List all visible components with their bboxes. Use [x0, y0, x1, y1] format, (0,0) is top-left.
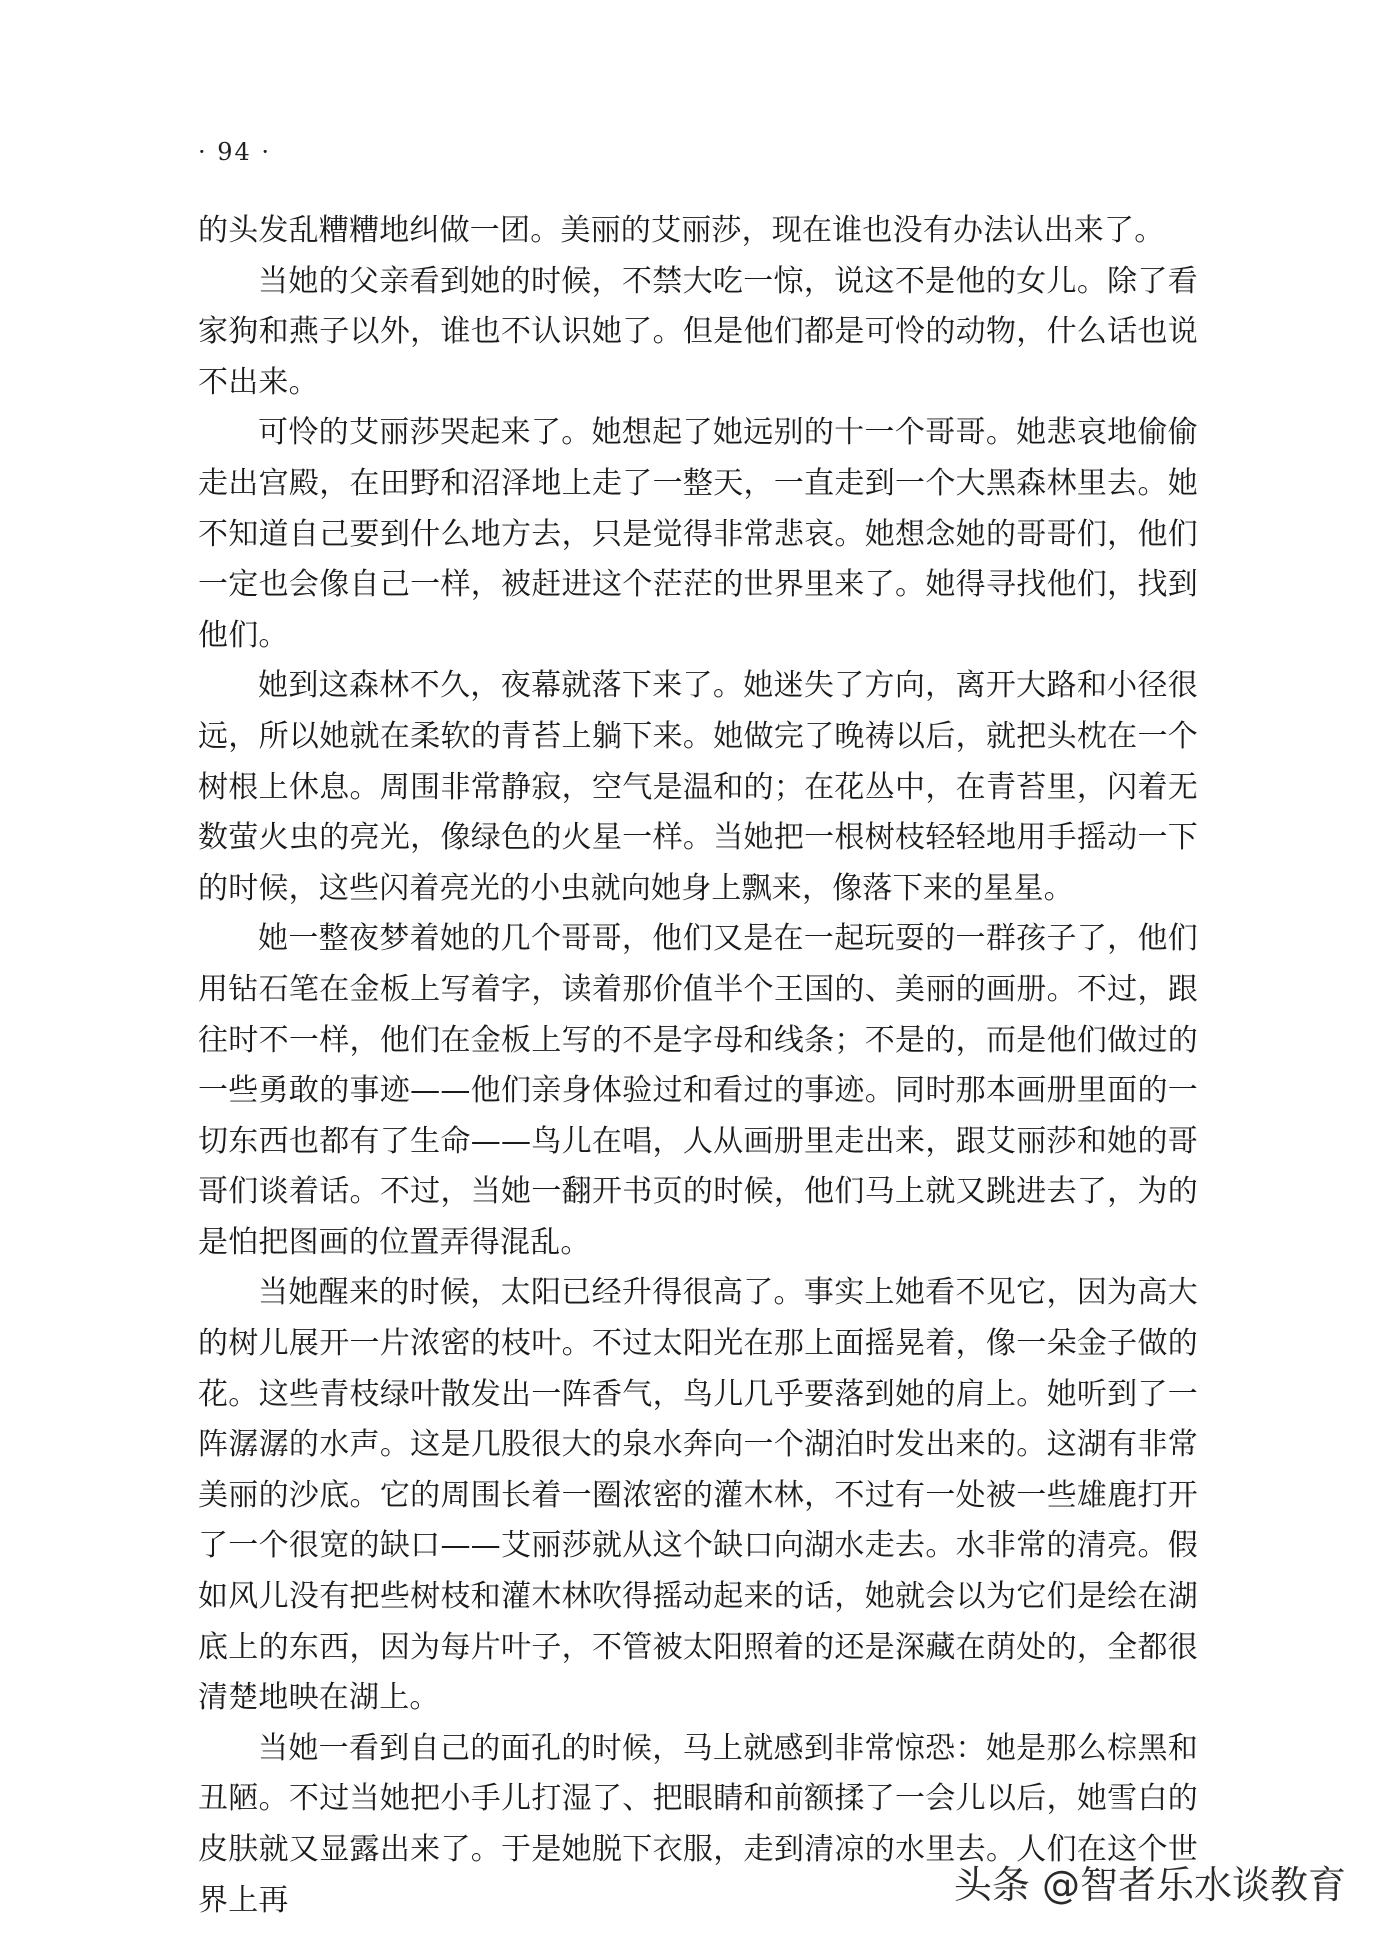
page-number: · 94 ·	[198, 138, 272, 166]
paragraph: 她到这森林不久，夜幕就落下来了。她迷失了方向，离开大路和小径很远，所以她就在柔软的青苔上躺下来。她做完了晚祷以后，就把头枕在一个树根上休息。周围非常静寂，空气是温和的；在花丛中，在青苔里，闪着无数萤火虫的亮光，像绿色的火星一样。当她把一根树枝轻轻地用手摇动一下的时候，这些闪着亮光的小虫就向她身上飘来，像落下来的星星。	[198, 668, 1198, 906]
paragraph: 可怜的艾丽莎哭起来了。她想起了她远别的十一个哥哥。她悲哀地偷偷走出宫殿，在田野和沼泽地上走了一整天，一直走到一个大黑森林里去。她不知道自己要到什么地方去，只是觉得非常悲哀。她想念她的哥哥们，他们一定也会像自己一样，被赶进这个茫茫的世界里来了。她得寻找他们，找到他们。	[198, 415, 1198, 653]
paragraph: 她一整夜梦着她的几个哥哥，他们又是在一起玩耍的一群孩子了，他们用钻石笔在金板上写着字，读着那价值半个王国的、美丽的画册。不过，跟往时不一样，他们在金板上写的不是字母和线条；不是的，而是他们做过的一些勇敢的事迹——他们亲身体验过和看过的事迹。同时那本画册里面的一切东西也都有了生命——鸟儿在唱，人从画册里走出来，跟艾丽莎和她的哥哥们谈着话。不过，当她一翻开书页的时候，他们马上就又跳进去了，为的是怕把图画的位置弄得混乱。	[198, 921, 1198, 1260]
paragraph: 当她的父亲看到她的时候，不禁大吃一惊，说这不是他的女儿。除了看家狗和燕子以外，谁也不认识她了。但是他们都是可怜的动物，什么话也说不出来。	[198, 263, 1198, 400]
paragraph-continuation: 的头发乱糟糟地纠做一团。美丽的艾丽莎，现在谁也没有办法认出来了。	[198, 213, 1165, 248]
body-text	[198, 206, 1198, 1926]
paragraph: 当她醒来的时候，太阳已经升得很高了。事实上她看不见它，因为高大的树儿展开一片浓密的枝叶。不过太阳光在那上面摇晃着，像一朵金子做的花。这些青枝绿叶散发出一阵香气，鸟儿几乎要落到她的肩上。她听到了一阵潺潺的水声。这是几股很大的泉水奔向一个湖泊时发出来的。这湖有非常美丽的沙底。它的周围长着一圈浓密的灌木林，不过有一处被一些雄鹿打开了一个很宽的缺口——艾丽莎就从这个缺口向湖水走去。水非常的清亮。假如风儿没有把些树枝和灌木林吹得摇动起来的话，她就会以为它们是绘在湖底上的东西，因为每片叶子，不管被太阳照着的还是深藏在荫处的，全都很清楚地映在湖上。	[198, 1275, 1198, 1716]
paragraph: 当她一看到自己的面孔的时候，马上就感到非常惊恐：她是那么棕黑和丑陋。不过当她把小手儿打湿了、把眼睛和前额揉了一会儿以后，她雪白的皮肤就又显露出来了。于是她脱下衣服，走到清凉的水里去。人们在这个世界上再	[198, 1730, 1198, 1918]
watermark: 头条 @智者乐水谈教育	[953, 1863, 1346, 1907]
